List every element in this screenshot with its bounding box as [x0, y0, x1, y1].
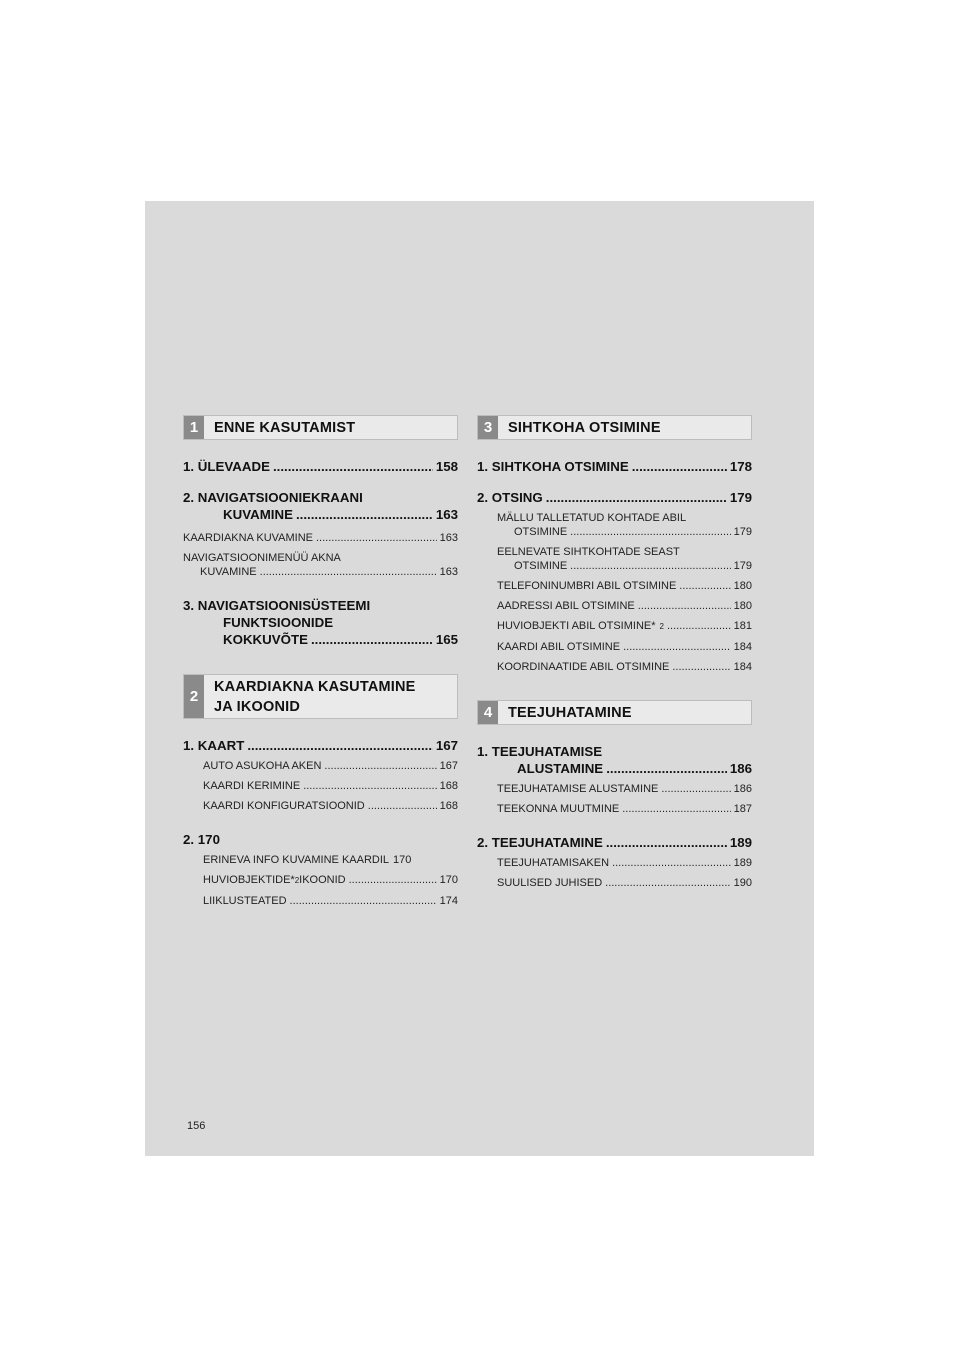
toc-entry[interactable] [183, 597, 458, 648]
toc-entry[interactable] [183, 737, 458, 754]
entry-label: 1. TEEJUHATAMISE [477, 744, 603, 759]
entry-label: 2. TEEJUHATAMINE [477, 835, 603, 850]
section-4-header[interactable] [477, 700, 752, 725]
toc-entry[interactable] [183, 831, 458, 848]
toc-subentry[interactable] [183, 853, 458, 867]
subentry-label: KAARDI KERIMINE [203, 780, 301, 792]
section-3-number: 3 [478, 416, 498, 439]
subentry-label: TEEJUHATAMISAKEN [497, 857, 610, 869]
toc-subentry[interactable] [477, 579, 752, 593]
subentry-page: 186 [733, 783, 752, 795]
subentry-label: KAARDI ABIL OTSIMINE [497, 641, 621, 653]
subentry-page: 180 [733, 580, 752, 592]
entry-label: 2. NAVIGATSIOONIEKRAANI [183, 490, 363, 505]
entry-label-cont: KUVAMINE [223, 507, 293, 522]
subentry-label-cont: KUVAMINE [200, 566, 257, 578]
toc-subentry[interactable] [477, 599, 752, 613]
subentry-page: 163 [439, 532, 458, 544]
section-2-title-line2: JA IKOONID [214, 698, 301, 715]
entry-label: 2. 170 [183, 832, 220, 847]
toc-subentry[interactable] [183, 551, 458, 579]
toc-entry[interactable] [183, 489, 458, 523]
subentry-label: EELNEVATE SIHTKOHTADE SEAST [497, 546, 680, 558]
subentry-page: 163 [439, 566, 458, 578]
toc-subentry[interactable] [183, 759, 458, 773]
subentry-page: 179 [733, 526, 752, 538]
section-4-number: 4 [478, 701, 498, 724]
toc-entry[interactable] [477, 458, 752, 475]
subentry-page: 174 [439, 895, 458, 907]
toc-entry[interactable] [183, 458, 458, 475]
toc-entry[interactable] [477, 834, 752, 851]
subentry-page: 170 [393, 854, 412, 866]
section-3-header[interactable] [477, 415, 752, 440]
toc-subentry[interactable] [183, 799, 458, 813]
toc-entry[interactable] [477, 489, 752, 506]
toc-subentry[interactable] [477, 876, 752, 890]
subentry-label: HUVIOBJEKTI ABIL OTSIMINE* [497, 620, 656, 632]
page-number: 156 [187, 1120, 206, 1132]
entry-label: 2. OTSING [477, 490, 543, 505]
subentry-label: TELEFONINUMBRI ABIL OTSIMINE [497, 580, 677, 592]
entry-page: 163 [435, 507, 458, 522]
section-1-title: ENNE KASUTAMIST [214, 419, 356, 436]
entry-page: 179 [729, 490, 752, 505]
subentry-label: AADRESSI ABIL OTSIMINE [497, 600, 635, 612]
entry-page: 167 [435, 738, 458, 753]
entry-label: 3. NAVIGATSIOONISÜSTEEMI [183, 598, 371, 613]
footnote-marker: 2 [659, 622, 664, 631]
toc-subentry[interactable] [477, 545, 752, 573]
entry-label: 1. KAART [183, 738, 245, 753]
subentry-label: LIIKLUSTEATED [203, 895, 287, 907]
subentry-page: 187 [733, 803, 752, 815]
toc-entry[interactable] [477, 743, 752, 777]
entry-page: 158 [435, 459, 458, 474]
subentry-page: 179 [733, 560, 752, 572]
subentry-page: 189 [733, 857, 752, 869]
section-4-title: TEEJUHATAMINE [508, 704, 632, 721]
subentry-page: 184 [733, 661, 752, 673]
toc-subentry[interactable] [477, 856, 752, 870]
entry-label-cont: ALUSTAMINE [517, 761, 604, 776]
toc-right-column [477, 415, 752, 890]
subentry-label: KAARDIAKNA KUVAMINE [183, 532, 313, 544]
toc-subentry[interactable] [477, 640, 752, 654]
entry-page: 186 [729, 761, 752, 776]
section-2-number: 2 [184, 675, 204, 718]
subentry-label: KOORDINAATIDE ABIL OTSIMINE [497, 661, 670, 673]
subentry-label: NAVIGATSIOONIMENÜÜ AKNA [183, 552, 341, 564]
subentry-label: TEEJUHATAMISE ALUSTAMINE [497, 783, 659, 795]
entry-label: 1. ÜLEVAADE [183, 459, 270, 474]
entry-label-cont: KOKKUVÕTE [223, 632, 308, 647]
entry-page: 189 [729, 835, 752, 850]
section-2-header[interactable] [183, 674, 458, 719]
subentry-label: HUVIOBJEKTIDE* [203, 874, 295, 886]
section-1-header[interactable] [183, 415, 458, 440]
subentry-page: 170 [439, 874, 458, 886]
toc-left-column [183, 415, 458, 908]
toc-subentry[interactable] [183, 873, 458, 888]
subentry-page: 180 [733, 600, 752, 612]
toc-subentry[interactable] [183, 894, 458, 908]
toc-subentry[interactable] [477, 782, 752, 796]
subentry-label: SUULISED JUHISED [497, 877, 603, 889]
toc-subentry[interactable] [477, 511, 752, 539]
footnote-marker: 2 [294, 876, 300, 885]
subentry-label-cont: OTSIMINE [514, 560, 568, 572]
toc-subentry[interactable] [183, 531, 458, 545]
subentry-label-cont: OTSIMINE [514, 526, 568, 538]
entry-page: 178 [729, 459, 752, 474]
toc-subentry[interactable] [477, 660, 752, 674]
toc-subentry[interactable] [477, 802, 752, 816]
entry-label: 1. SIHTKOHA OTSIMINE [477, 459, 629, 474]
subentry-page: 190 [733, 877, 752, 889]
toc-subentry[interactable] [183, 779, 458, 793]
subentry-label: AUTO ASUKOHA AKEN [203, 760, 322, 772]
subentry-page: 168 [439, 800, 458, 812]
section-2-title-line1: KAARDIAKNA KASUTAMINE [214, 678, 416, 695]
subentry-label: TEEKONNA MUUTMINE [497, 803, 620, 815]
subentry-page: 168 [439, 780, 458, 792]
entry-label-cont: FUNKTSIOONIDE [223, 615, 334, 630]
section-3-title: SIHTKOHA OTSIMINE [508, 419, 661, 436]
section-1-number: 1 [184, 416, 204, 439]
toc-panel [145, 201, 814, 1156]
subentry-label-after: IKOONID [299, 874, 346, 886]
subentry-label: KAARDI KONFIGURATSIOONID [203, 800, 365, 812]
subentry-page: 181 [733, 620, 752, 632]
subentry-page: 167 [439, 760, 458, 772]
subentry-label: ERINEVA INFO KUVAMINE KAARDIL [203, 854, 390, 866]
entry-page: 165 [435, 632, 458, 647]
subentry-page: 184 [733, 641, 752, 653]
toc-subentry[interactable] [477, 619, 752, 634]
subentry-label: MÄLLU TALLETATUD KOHTADE ABIL [497, 512, 687, 524]
